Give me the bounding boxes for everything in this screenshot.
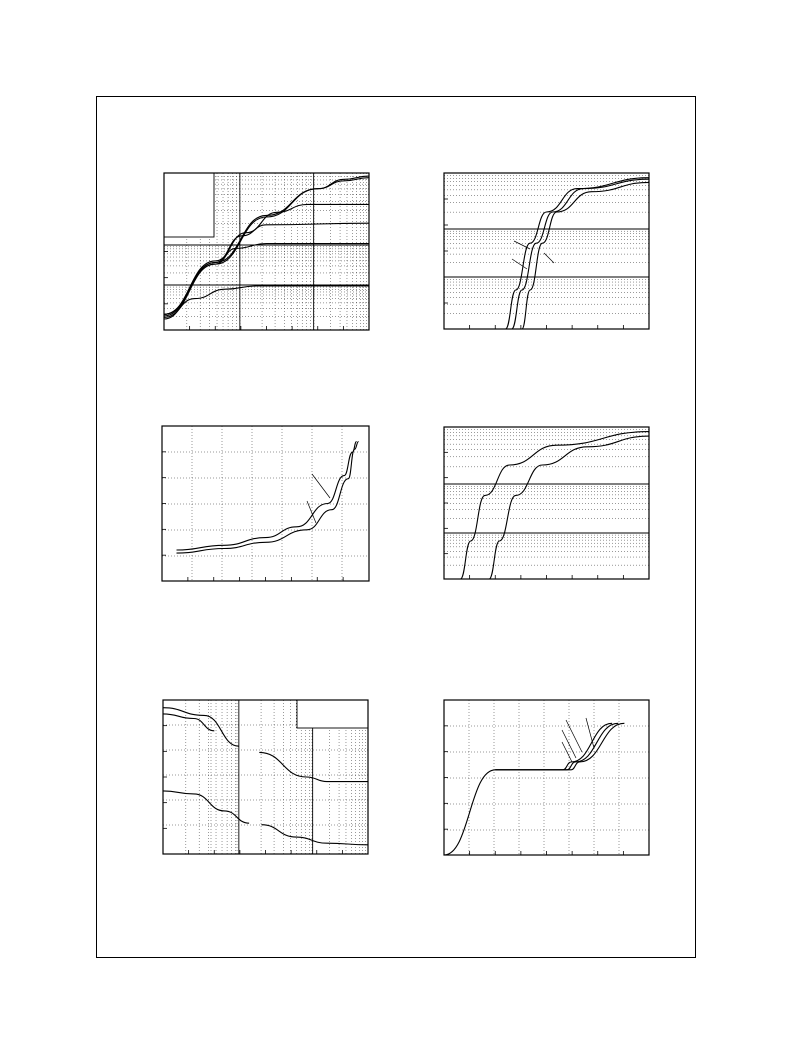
series-line-1 — [460, 432, 649, 579]
series-line-1 — [163, 708, 239, 747]
legend-box — [297, 700, 368, 728]
series-line-2 — [177, 442, 359, 554]
plot-area — [444, 173, 649, 329]
series-line-4 — [261, 825, 368, 845]
legend-box — [164, 173, 214, 237]
series-line-5 — [163, 714, 214, 731]
annotation-leader — [312, 474, 330, 498]
annotation-leader — [512, 259, 527, 269]
series-line-1 — [444, 723, 612, 855]
series-line-1 — [506, 178, 650, 329]
chart-2 — [444, 173, 649, 329]
plot-area — [162, 426, 369, 581]
chart-4 — [444, 427, 649, 579]
annotation-leader — [566, 720, 582, 752]
annotation-leader — [562, 730, 576, 758]
series-line-2 — [259, 752, 368, 781]
annotation-leader — [586, 718, 594, 748]
series-line-2 — [489, 436, 649, 579]
series-line-2 — [512, 179, 649, 329]
annotation-leader — [544, 253, 554, 263]
chart-5 — [163, 700, 368, 854]
series-line-6 — [164, 286, 369, 319]
series-line-5 — [164, 244, 369, 315]
series-line-1 — [177, 442, 357, 551]
chart-6 — [444, 700, 649, 855]
series-line-3 — [163, 791, 249, 823]
series-line-3 — [522, 182, 649, 329]
chart-1 — [164, 173, 369, 330]
chart-3 — [162, 426, 369, 581]
